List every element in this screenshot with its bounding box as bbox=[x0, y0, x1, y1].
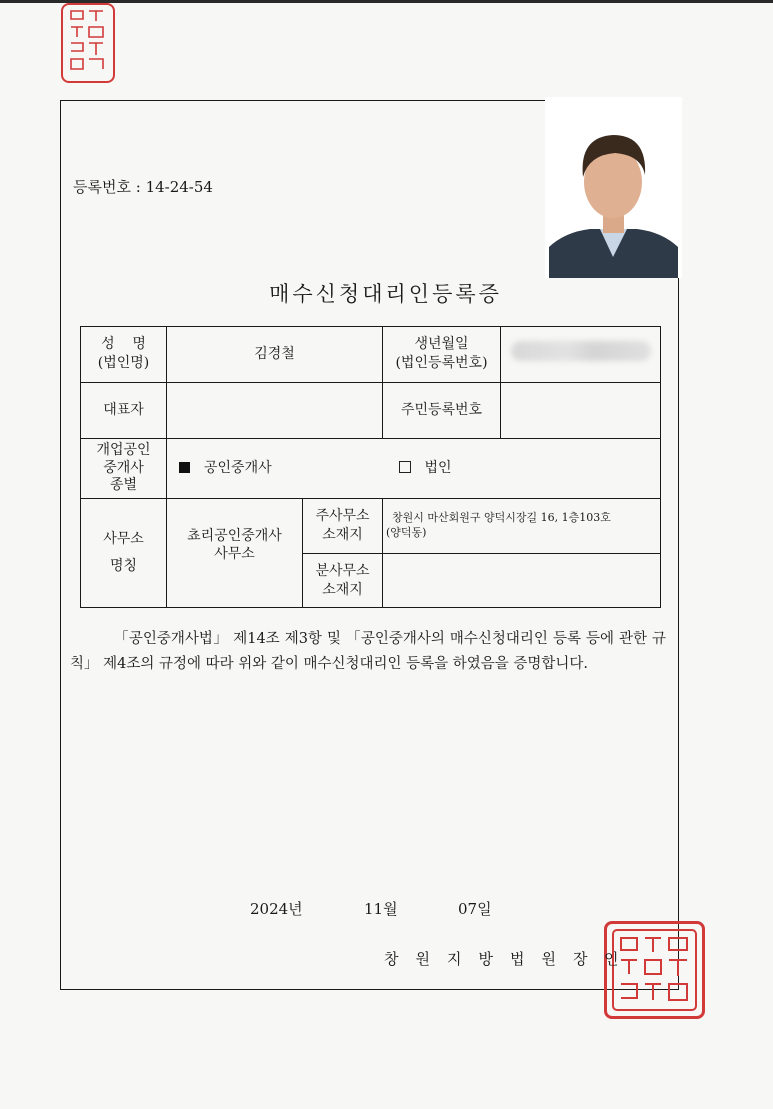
registration-info-table bbox=[80, 326, 661, 608]
type-option-certified: 공인중개사 bbox=[204, 460, 272, 477]
name-label-cell bbox=[81, 327, 167, 383]
resident-no-label-cell bbox=[383, 382, 501, 439]
resident-no-value-cell bbox=[501, 382, 661, 439]
date-year: 2024년 bbox=[250, 900, 303, 918]
type-options-cell bbox=[167, 439, 661, 499]
name-value-cell bbox=[167, 327, 383, 383]
type-option-corporation: 법인 bbox=[424, 460, 452, 477]
branch-office-label-2: 소재지 bbox=[322, 581, 363, 598]
main-office-address-2: (양덕동) bbox=[386, 526, 427, 540]
registration-number bbox=[73, 176, 213, 197]
type-label-2: 중개사 bbox=[103, 459, 144, 476]
office-label-cell bbox=[81, 498, 167, 607]
unchecked-checkbox bbox=[399, 461, 411, 473]
court-seal-pattern bbox=[607, 924, 702, 1016]
branch-office-label-cell bbox=[303, 554, 383, 608]
seal-mark-text: 인 bbox=[604, 950, 619, 968]
birth-label: 생년월일 bbox=[414, 336, 469, 353]
certification-statement: 「공인중개사법」 제14조 제3항 및 「공인중개사의 매수신청대리인 등록 등에 관한 규칙」 제4조의 규정에 따라 위와 같이 매수신청대리인 등록을 하였음을 증명합니다. bbox=[70, 631, 666, 673]
name-sub-label: (법인명) bbox=[97, 355, 150, 372]
registration-label: 등록번호 : bbox=[73, 178, 146, 196]
top-left-court-seal bbox=[61, 3, 115, 83]
photo-portrait bbox=[545, 97, 682, 278]
main-office-label-1: 주사무소 bbox=[315, 508, 370, 525]
type-label-3: 종별 bbox=[109, 477, 138, 494]
document-title bbox=[0, 278, 773, 308]
birth-label-cell bbox=[383, 327, 501, 383]
representative-label: 대표자 bbox=[103, 401, 144, 418]
registration-value: 14-24-54 bbox=[145, 178, 213, 196]
type-label-1: 개업공인 bbox=[96, 442, 151, 459]
court-official-seal bbox=[604, 921, 705, 1019]
applicant-photo bbox=[545, 97, 682, 278]
office-name-2: 사무소 bbox=[214, 545, 255, 562]
main-office-label-2: 소재지 bbox=[322, 527, 363, 544]
main-office-address-cell bbox=[383, 498, 661, 554]
seal-pattern bbox=[63, 5, 113, 81]
branch-office-label-1: 분사무소 bbox=[315, 562, 370, 579]
redacted-birth-value bbox=[511, 341, 651, 361]
birth-sub-label: (법인등록번호) bbox=[395, 355, 488, 372]
birth-value-cell bbox=[501, 327, 661, 383]
office-label-2: 명칭 bbox=[109, 557, 138, 574]
main-office-address-1: 창원시 마산회원구 양덕시장길 16, 1층103호 bbox=[392, 511, 611, 525]
office-name-1: 쵸리공인중개사 bbox=[187, 527, 282, 544]
name-label: 성 명 bbox=[101, 336, 146, 353]
representative-label-cell bbox=[81, 382, 167, 439]
resident-no-label: 주민등록번호 bbox=[400, 401, 483, 418]
top-border-line bbox=[0, 0, 773, 3]
branch-office-address-cell bbox=[383, 554, 661, 608]
office-name-cell bbox=[167, 498, 303, 607]
type-label-cell bbox=[81, 439, 167, 499]
main-office-label-cell bbox=[303, 498, 383, 554]
office-label-1: 사무소 bbox=[103, 531, 144, 548]
date-day: 07일 bbox=[458, 900, 492, 918]
name-value: 김경철 bbox=[254, 345, 295, 362]
date-month: 11월 bbox=[364, 900, 398, 918]
issuer-name: 창원지방법원장 bbox=[384, 950, 605, 968]
document-title-text: 매수신청대리인등록증 bbox=[269, 282, 502, 306]
checked-checkbox bbox=[179, 462, 190, 473]
representative-value-cell bbox=[167, 382, 383, 439]
